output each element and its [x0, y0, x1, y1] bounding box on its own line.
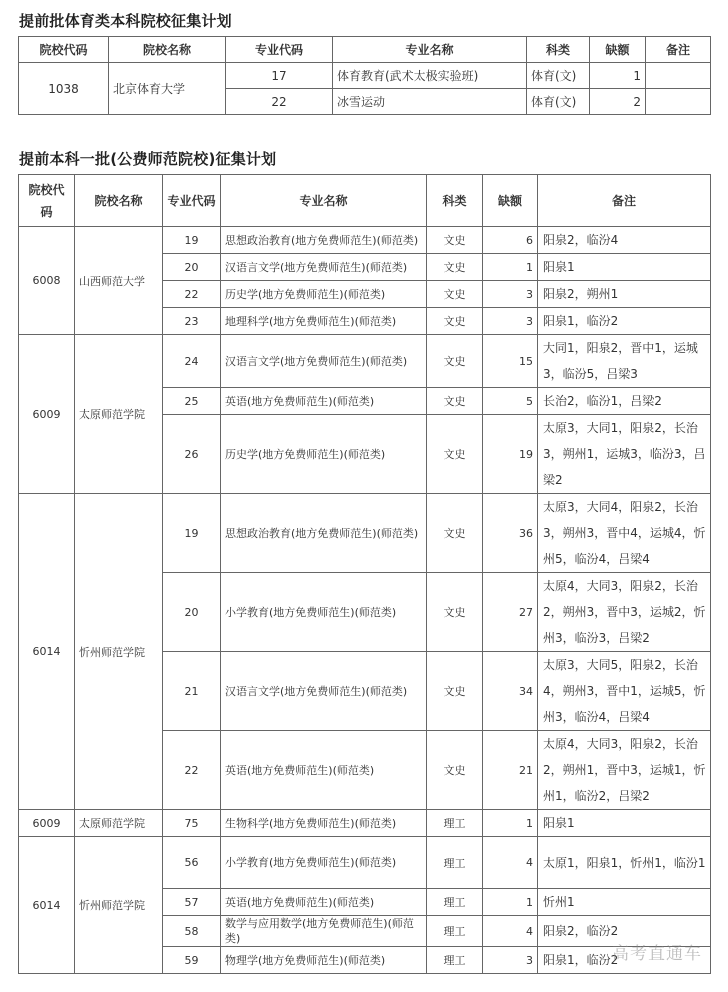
school-name-cell: 忻州师范学院 — [75, 494, 163, 810]
vacancy-cell: 4 — [483, 837, 538, 889]
category-cell: 理工 — [427, 810, 483, 837]
sports-plan-table — [18, 36, 711, 115]
note-cell: 阳泉1 — [538, 254, 711, 281]
note-cell: 阳泉1，临汾2 — [538, 947, 711, 974]
header-category: 科类 — [427, 175, 483, 227]
vacancy-cell: 3 — [483, 281, 538, 308]
major-code-cell: 57 — [163, 889, 221, 916]
major-code-cell: 20 — [163, 254, 221, 281]
school-name-cell: 太原师范学院 — [75, 810, 163, 837]
category-cell: 文史 — [427, 415, 483, 494]
vacancy-cell: 1 — [483, 810, 538, 837]
major-code-cell: 56 — [163, 837, 221, 889]
major-name-cell: 冰雪运动 — [333, 89, 527, 115]
category-cell: 理工 — [427, 947, 483, 974]
vacancy-cell: 1 — [483, 254, 538, 281]
note-cell: 太原4，大同3，阳泉2，长治2，朔州3，晋中3，运城2，忻州3，临汾3，吕梁2 — [538, 573, 711, 652]
category-cell: 文史 — [427, 494, 483, 573]
vacancy-cell: 5 — [483, 388, 538, 415]
vacancy-cell: 27 — [483, 573, 538, 652]
major-code-cell: 24 — [163, 335, 221, 388]
major-name-cell: 数学与应用数学(地方免费师范生)(师范类) — [221, 916, 427, 947]
major-name-cell: 汉语言文学(地方免费师范生)(师范类) — [221, 254, 427, 281]
note-cell: 阳泉2，临汾4 — [538, 227, 711, 254]
major-code-cell: 23 — [163, 308, 221, 335]
major-name-cell: 历史学(地方免费师范生)(师范类) — [221, 281, 427, 308]
major-code-cell: 19 — [163, 227, 221, 254]
school-code-cell: 6008 — [19, 227, 75, 335]
header-major-code: 专业代码 — [163, 175, 221, 227]
section1-title: 提前批体育类本科院校征集计划 — [19, 12, 232, 30]
category-cell: 体育(文) — [527, 63, 590, 89]
school-code-cell: 6014 — [19, 837, 75, 974]
header-major-name: 专业名称 — [333, 37, 527, 63]
category-cell: 理工 — [427, 889, 483, 916]
major-name-cell: 英语(地方免费师范生)(师范类) — [221, 388, 427, 415]
header-vacancy: 缺额 — [590, 37, 646, 63]
normal-plan-table — [18, 174, 711, 974]
major-code-cell: 22 — [163, 731, 221, 810]
major-name-cell: 小学教育(地方免费师范生)(师范类) — [221, 837, 427, 889]
plan-table-body — [19, 227, 711, 974]
table-row — [19, 810, 711, 837]
note-cell: 太原1，阳泉1，忻州1，临汾1 — [538, 837, 711, 889]
category-cell: 理工 — [427, 837, 483, 889]
note-cell — [646, 63, 711, 89]
header-school-code: 院校代码 — [19, 175, 75, 227]
category-cell: 文史 — [427, 731, 483, 810]
note-cell: 阳泉2，临汾2 — [538, 916, 711, 947]
table-row — [19, 227, 711, 254]
major-name-cell: 历史学(地方免费师范生)(师范类) — [221, 415, 427, 494]
vacancy-cell: 1 — [483, 889, 538, 916]
note-cell: 太原4，大同3，阳泉2，长治2，朔州1，晋中3，运城1，忻州1，临汾2，吕梁2 — [538, 731, 711, 810]
vacancy-cell: 36 — [483, 494, 538, 573]
note-cell: 大同1，阳泉2，晋中1，运城3，临汾5，吕梁3 — [538, 335, 711, 388]
category-cell: 文史 — [427, 254, 483, 281]
school-name-cell: 忻州师范学院 — [75, 837, 163, 974]
header-note: 备注 — [646, 37, 711, 63]
table-row — [19, 335, 711, 388]
school-code-cell: 1038 — [19, 63, 109, 115]
note-cell: 忻州1 — [538, 889, 711, 916]
header-major-name: 专业名称 — [221, 175, 427, 227]
major-code-cell: 19 — [163, 494, 221, 573]
major-code-cell: 20 — [163, 573, 221, 652]
table-row — [19, 494, 711, 573]
major-code-cell: 22 — [163, 281, 221, 308]
major-code-cell: 58 — [163, 916, 221, 947]
header-school-name: 院校名称 — [75, 175, 163, 227]
category-cell: 文史 — [427, 308, 483, 335]
vacancy-cell: 15 — [483, 335, 538, 388]
major-code-cell: 59 — [163, 947, 221, 974]
table-row — [19, 837, 711, 889]
header-school-code: 院校代码 — [19, 37, 109, 63]
vacancy-cell: 3 — [483, 947, 538, 974]
header-school-name: 院校名称 — [109, 37, 226, 63]
major-code-cell: 21 — [163, 652, 221, 731]
category-cell: 体育(文) — [527, 89, 590, 115]
major-name-cell: 思想政治教育(地方免费师范生)(师范类) — [221, 494, 427, 573]
category-cell: 文史 — [427, 281, 483, 308]
school-name-cell: 太原师范学院 — [75, 335, 163, 494]
note-cell: 阳泉1，临汾2 — [538, 308, 711, 335]
header-note: 备注 — [538, 175, 711, 227]
major-code-cell: 75 — [163, 810, 221, 837]
category-cell: 理工 — [427, 916, 483, 947]
note-cell — [646, 89, 711, 115]
note-cell: 太原3，大同4，阳泉2，长治3，朔州3，晋中4，运城4，忻州5，临汾4，吕梁4 — [538, 494, 711, 573]
vacancy-cell: 1 — [590, 63, 646, 89]
major-code-cell: 17 — [226, 63, 333, 89]
major-name-cell: 思想政治教育(地方免费师范生)(师范类) — [221, 227, 427, 254]
major-code-cell: 25 — [163, 388, 221, 415]
major-name-cell: 体育教育(武术太极实验班) — [333, 63, 527, 89]
major-name-cell: 物理学(地方免费师范生)(师范类) — [221, 947, 427, 974]
category-cell: 文史 — [427, 388, 483, 415]
category-cell: 文史 — [427, 652, 483, 731]
major-code-cell: 22 — [226, 89, 333, 115]
major-name-cell: 地理科学(地方免费师范生)(师范类) — [221, 308, 427, 335]
category-cell: 文史 — [427, 335, 483, 388]
school-code-cell: 6009 — [19, 810, 75, 837]
major-name-cell: 英语(地方免费师范生)(师范类) — [221, 731, 427, 810]
category-cell: 文史 — [427, 573, 483, 652]
table-row — [19, 63, 711, 89]
major-name-cell: 汉语言文学(地方免费师范生)(师范类) — [221, 335, 427, 388]
watermark: 高考直通车 — [612, 944, 702, 964]
note-cell: 长治2，临汾1，吕梁2 — [538, 388, 711, 415]
school-name-cell: 北京体育大学 — [109, 63, 226, 115]
note-cell: 太原3，大同5，阳泉2，长治4，朔州3，晋中1，运城5，忻州3，临汾4，吕梁4 — [538, 652, 711, 731]
school-code-cell: 6009 — [19, 335, 75, 494]
category-cell: 文史 — [427, 227, 483, 254]
major-name-cell: 小学教育(地方免费师范生)(师范类) — [221, 573, 427, 652]
note-cell: 太原3，大同1，阳泉2，长治3，朔州1，运城3，临汾3，吕梁2 — [538, 415, 711, 494]
vacancy-cell: 2 — [590, 89, 646, 115]
header-category: 科类 — [527, 37, 590, 63]
vacancy-cell: 34 — [483, 652, 538, 731]
vacancy-cell: 6 — [483, 227, 538, 254]
vacancy-cell: 21 — [483, 731, 538, 810]
major-code-cell: 26 — [163, 415, 221, 494]
header-major-code: 专业代码 — [226, 37, 333, 63]
vacancy-cell: 4 — [483, 916, 538, 947]
major-name-cell: 英语(地方免费师范生)(师范类) — [221, 889, 427, 916]
note-cell: 阳泉2，朔州1 — [538, 281, 711, 308]
vacancy-cell: 19 — [483, 415, 538, 494]
vacancy-cell: 3 — [483, 308, 538, 335]
major-name-cell: 生物科学(地方免费师范生)(师范类) — [221, 810, 427, 837]
major-name-cell: 汉语言文学(地方免费师范生)(师范类) — [221, 652, 427, 731]
note-cell: 阳泉1 — [538, 810, 711, 837]
header-vacancy: 缺额 — [483, 175, 538, 227]
school-code-cell: 6014 — [19, 494, 75, 810]
section2-title: 提前本科一批(公费师范院校)征集计划 — [19, 150, 277, 168]
school-name-cell: 山西师范大学 — [75, 227, 163, 335]
